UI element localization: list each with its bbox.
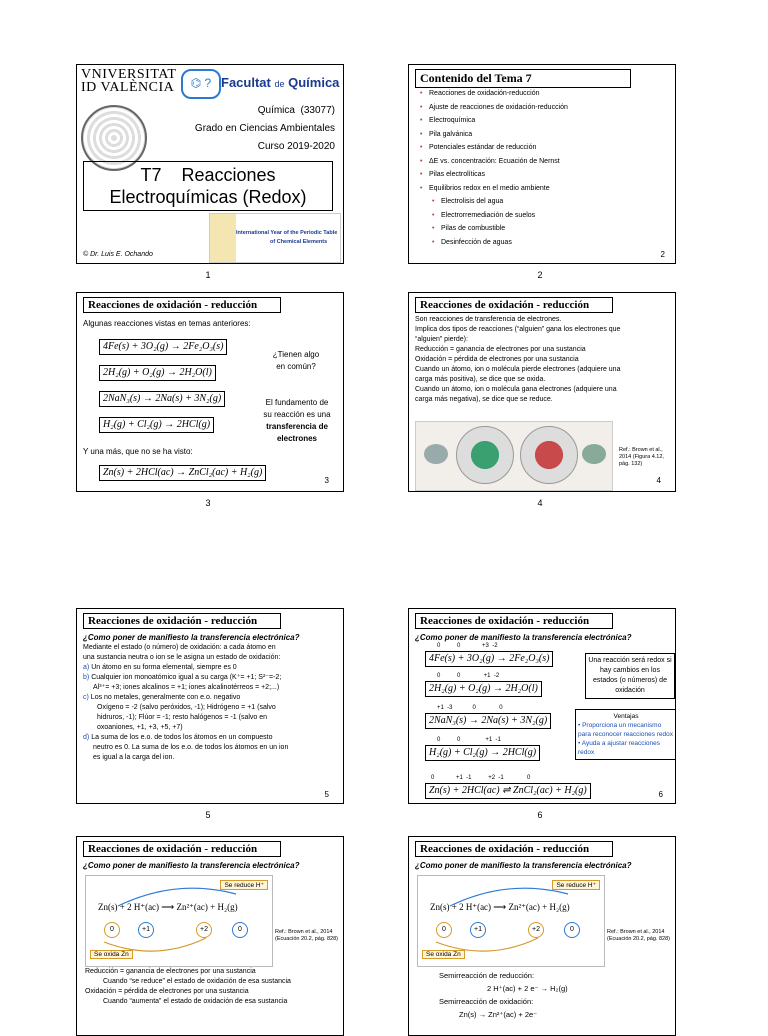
foundation-line4: electrones: [276, 434, 318, 443]
slide-title: Reacciones de oxidación - reducción: [415, 297, 613, 313]
question: ¿Como poner de manifiesto la transferencia electrónica?: [415, 633, 632, 642]
line: oxoaniones, +1, +3, +5, +7): [97, 724, 183, 731]
equation-1: 4Fe(s) + 3O₂(g) → 2Fe₂O₃(s): [99, 339, 227, 355]
line: Cuando un átomo, ion o molécula pierde electrones (adquiere una: [415, 366, 621, 373]
reaction-figure: [415, 421, 613, 491]
more-text: Y una más, que no se ha visto:: [83, 447, 193, 456]
reference-line2: 2014 (Figura 4.12,: [619, 454, 664, 460]
advantage-item: • Proporciona un mecanismo para reconocer reacciones redox: [578, 722, 674, 738]
slide-number-2: 2: [537, 270, 543, 280]
slide-1: [76, 64, 344, 264]
reference: [619, 447, 664, 468]
half-reaction: 2 H⁺(ac) + 2 e⁻ → H₂(g): [487, 984, 568, 993]
reduce-label: Se reduce H⁺: [220, 880, 268, 890]
equation-5: Zn(s) + 2HCl(ac) → ZnCl₂(ac) + H₂(g): [99, 465, 266, 481]
page-number: 4: [656, 476, 661, 485]
slide-4: [408, 292, 676, 492]
ox-state-circle: 0: [564, 922, 580, 938]
line: Cuando un átomo, ion o molécula gana electrones (adquiere una: [415, 386, 617, 393]
body-text: [85, 967, 343, 1007]
ox-state-circle: +1: [470, 922, 486, 938]
toc-item: • Reacciones de oxidación-reducción: [419, 87, 568, 101]
atoms-zoom-right-icon: [520, 426, 578, 484]
line: neutro es 0. La suma de los e.o. de todos los átomos en un ion: [93, 744, 289, 751]
question-line2: en común?: [276, 362, 316, 371]
reference: [275, 929, 338, 943]
equation-1: 4Fe(s) + 3O₂(g) → 2Fe₂O₃(s): [425, 651, 553, 667]
equation-4: H₂(g) + Cl₂(g) → 2HCl(g): [425, 745, 540, 761]
line: Cuando “se reduce” el estado de oxidación de esa sustancia: [103, 978, 291, 985]
line: Reducción = ganancia de electrones por una sustancia: [415, 346, 586, 353]
slide-title: Reacciones de oxidación - reducción: [415, 841, 613, 857]
body-text: [83, 643, 341, 763]
sample-before-icon: [424, 444, 448, 464]
question: ¿Como poner de manifiesto la transferencia electrónica?: [415, 861, 632, 870]
foundation-note: [255, 397, 339, 445]
ox-state-circle: 0: [104, 922, 120, 938]
rule-marker: d): [83, 734, 90, 741]
redox-definition-box: [585, 653, 675, 699]
line: Oxidación = pérdida de electrones por una sustancia: [85, 988, 249, 995]
slide-number-5: 5: [205, 810, 211, 820]
slide-title: Reacciones de oxidación - reducción: [83, 297, 281, 313]
foundation-line1: El fundamento de: [265, 398, 329, 407]
rule-marker: a): [83, 664, 90, 671]
reference-line1: Ref.: Brown et al., 2014: [607, 929, 665, 935]
faculty-de: de: [274, 79, 285, 89]
reaction-equation: Zn(s) + 2 H⁺(ac) ⟶ Zn²⁺(ac) + H₂(g): [430, 902, 570, 912]
topic-title-line2: Electroquímicas (Redox): [109, 187, 307, 207]
foundation-line2: su reacción es una: [263, 410, 331, 419]
ox-state-circle: +1: [138, 922, 154, 938]
toc-list: [419, 87, 568, 249]
rule-text: Los no metales, generalmente con e.o. negativo: [90, 694, 241, 701]
question: ¿Como poner de manifiesto la transferencia electrónica?: [83, 633, 300, 642]
equation-3: 2NaN₃(s) → 2Na(s) + 3N₂(g): [425, 713, 551, 729]
page-number: 2: [660, 250, 665, 259]
toc-item: • Potenciales estándar de reducción: [419, 141, 568, 155]
line: Mediante el estado (o número) de oxidación: a cada átomo en: [83, 644, 276, 651]
body-text: [439, 969, 669, 1021]
rule-a: [83, 663, 341, 673]
topic-title-line1: T7 Reacciones: [140, 165, 276, 185]
rule-b: [83, 673, 341, 683]
half-reaction-title: Semirreacción de reducción:: [439, 971, 535, 980]
slide-5: [76, 608, 344, 804]
slide-8: [408, 836, 676, 1036]
toc-item: • Equilibrios redox en el medio ambiente: [419, 182, 568, 196]
slide-title: Reacciones de oxidación - reducción: [83, 841, 281, 857]
faculty-name: [221, 75, 339, 90]
slide-number-6: 6: [537, 810, 543, 820]
slide-3: [76, 292, 344, 492]
atoms-zoom-left-icon: [456, 426, 514, 484]
line: Cuando “aumenta” el estado de oxidación de esa sustancia: [103, 998, 288, 1005]
oxidation-states-2: 0 0 +1 -2: [437, 673, 500, 679]
advantage-item: • Ayuda a ajustar reacciones redox: [578, 740, 661, 756]
topic-title: [83, 161, 333, 211]
university-name-line2: ID VALÈNCIA: [81, 80, 175, 95]
line: Oxidación = pérdida de electrones por una sustancia: [415, 356, 579, 363]
redox-diagram: [85, 875, 273, 967]
intro-text: Algunas reacciones vistas en temas anteriores:: [83, 319, 251, 328]
equation-4: H₂(g) + Cl₂(g) → 2HCl(g): [99, 417, 214, 433]
slide-6: [408, 608, 676, 804]
half-reaction-title: Semirreacción de oxidación:: [439, 997, 534, 1006]
advantages-box: [575, 709, 676, 760]
toc-item: • Pila galvánica: [419, 128, 568, 142]
toc-item: • Electroquímica: [419, 114, 568, 128]
equation-3: 2NaN₃(s) → 2Na(s) + 3N₂(g): [99, 391, 225, 407]
toc-subitem: • Electrorremediación de suelos: [419, 209, 568, 223]
page-number: 3: [324, 476, 329, 485]
half-reaction: Zn(s) → Zn²⁺(ac) + 2e⁻: [459, 1010, 538, 1019]
course-code: Química (33077): [257, 105, 335, 116]
line: carga más negativa), se dice que se reduce.: [415, 396, 553, 403]
university-name-line1: VNIVERSITAT: [81, 67, 177, 82]
iypt-banner: [209, 213, 341, 263]
line: Oxígeno = -2 (salvo peróxidos, -1); Hidrógeno = +1 (salvo: [97, 704, 276, 711]
oxidation-states-3: +1 -3 0 0: [437, 705, 503, 711]
foundation-line3: transferencia de: [266, 422, 328, 431]
question: [257, 349, 335, 373]
page-number: 6: [658, 790, 663, 799]
line: Al³⁺= +3; iones alcalinos = +1; iones alcalinotérreos = +2;...): [93, 684, 280, 691]
degree: Grado en Ciencias Ambientales: [194, 123, 335, 134]
toc-item: • Ajuste de reacciones de oxidación-reducción: [419, 101, 568, 115]
oxidation-states-1: 0 0 +3 -2: [437, 643, 498, 649]
faculty-word: Facultat: [221, 75, 271, 90]
rule-d: [83, 733, 341, 743]
rule-marker: c): [83, 694, 89, 701]
rule-marker: b): [83, 674, 90, 681]
page-number: 5: [324, 790, 329, 799]
body-text: [415, 315, 673, 405]
toc-subitem: • Electrolisis del agua: [419, 195, 568, 209]
faculty-symbol-icon: ⌬ ?: [181, 69, 221, 99]
equation-5: Zn(s) + 2HCl(ac) ⇌ ZnCl₂(ac) + H₂(g): [425, 783, 591, 799]
ox-state-circle: +2: [528, 922, 544, 938]
university-logo: [81, 68, 176, 94]
reference-line2: (Ecuación 20.2, pág. 828): [275, 936, 338, 942]
rule-text: La suma de los e.o. de todos los átomos en un compuesto: [91, 734, 273, 741]
line: “alguien” pierde):: [415, 336, 468, 343]
advantages-title: Ventajas: [613, 713, 639, 720]
line: Reducción = ganancia de electrones por una sustancia: [85, 968, 256, 975]
slide-number-4: 4: [537, 498, 543, 508]
reference-line1: Ref.: Brown et al., 2014: [275, 929, 333, 935]
line: Son reacciones de transferencia de electrones.: [415, 316, 562, 323]
oxidize-label: Se oxida Zn: [422, 950, 465, 959]
equation-2: 2H₂(g) + O₂(g) → 2H₂O(l): [99, 365, 216, 381]
slide-number-3: 3: [205, 498, 211, 508]
reference-line2: (Ecuación 20.2, pág. 828): [607, 936, 670, 942]
toc-subitem: • Desinfección de aguas: [419, 236, 568, 250]
question-line1: ¿Tienen algo: [272, 350, 320, 359]
author: © Dr. Luis E. Ochando: [83, 251, 153, 258]
slide-title: Reacciones de oxidación - reducción: [415, 613, 613, 629]
reference-line1: Ref.: Brown et al.,: [619, 447, 663, 453]
redox-definition: Una reacción será redox si hay cambios en los estados (o números) de oxidación: [588, 657, 672, 694]
slide-2: [408, 64, 676, 264]
redox-diagram: [417, 875, 605, 967]
reduce-label: Se reduce H⁺: [552, 880, 600, 890]
slide-number-1: 1: [205, 270, 211, 280]
oxidize-label: Se oxida Zn: [90, 950, 133, 959]
line: Implica dos tipos de reacciones (“alguien” gana los electrones que: [415, 326, 621, 333]
oxidation-states-5: 0 +1 -1 +2 -1 0: [431, 775, 531, 781]
ox-state-circle: 0: [232, 922, 248, 938]
iypt-line2: of Chemical Elements: [270, 239, 328, 245]
slide-title: Contenido del Tema 7: [415, 69, 631, 88]
reference: [607, 929, 670, 943]
equation-2: 2H₂(g) + O₂(g) → 2H₂O(l): [425, 681, 542, 697]
iypt-line1: International Year of the Periodic Table: [236, 230, 338, 236]
slide-7: [76, 836, 344, 1036]
ox-state-circle: 0: [436, 922, 452, 938]
sample-after-icon: [582, 444, 606, 464]
oxidation-states-4: 0 0 +1 -1: [437, 737, 501, 743]
rule-c: [83, 693, 341, 703]
toc-item: • Pilas electrolíticas: [419, 168, 568, 182]
toc-subitem: • Pilas de combustible: [419, 222, 568, 236]
ox-state-circle: +2: [196, 922, 212, 938]
rule-text: Cualquier ion monoatómico igual a su carga (K⁺= +1; S²⁻=-2;: [91, 674, 282, 681]
slide-title: Reacciones de oxidación - reducción: [83, 613, 281, 629]
line: carga más positiva), se dice que se oxida.: [415, 376, 546, 383]
reaction-equation: Zn(s) + 2 H⁺(ac) ⟶ Zn²⁺(ac) + H₂(g): [98, 902, 238, 912]
course-year: Curso 2019-2020: [257, 141, 335, 152]
line: hidruros, -1); Flúor = -1; resto halógenos = -1 (salvo en: [97, 714, 268, 721]
toc-item: • ΔE vs. concentración: Ecuación de Nernst: [419, 155, 568, 169]
faculty-quimica: Química: [288, 75, 340, 90]
rule-text: Un átomo en su forma elemental, siempre es 0: [91, 664, 237, 671]
question: ¿Como poner de manifiesto la transferencia electrónica?: [83, 861, 300, 870]
line: es igual a la carga del ion.: [93, 754, 175, 761]
reference-line3: pág. 132): [619, 461, 643, 467]
line: una sustancia neutra o ion se le asigna un estado de oxidación:: [83, 654, 281, 661]
